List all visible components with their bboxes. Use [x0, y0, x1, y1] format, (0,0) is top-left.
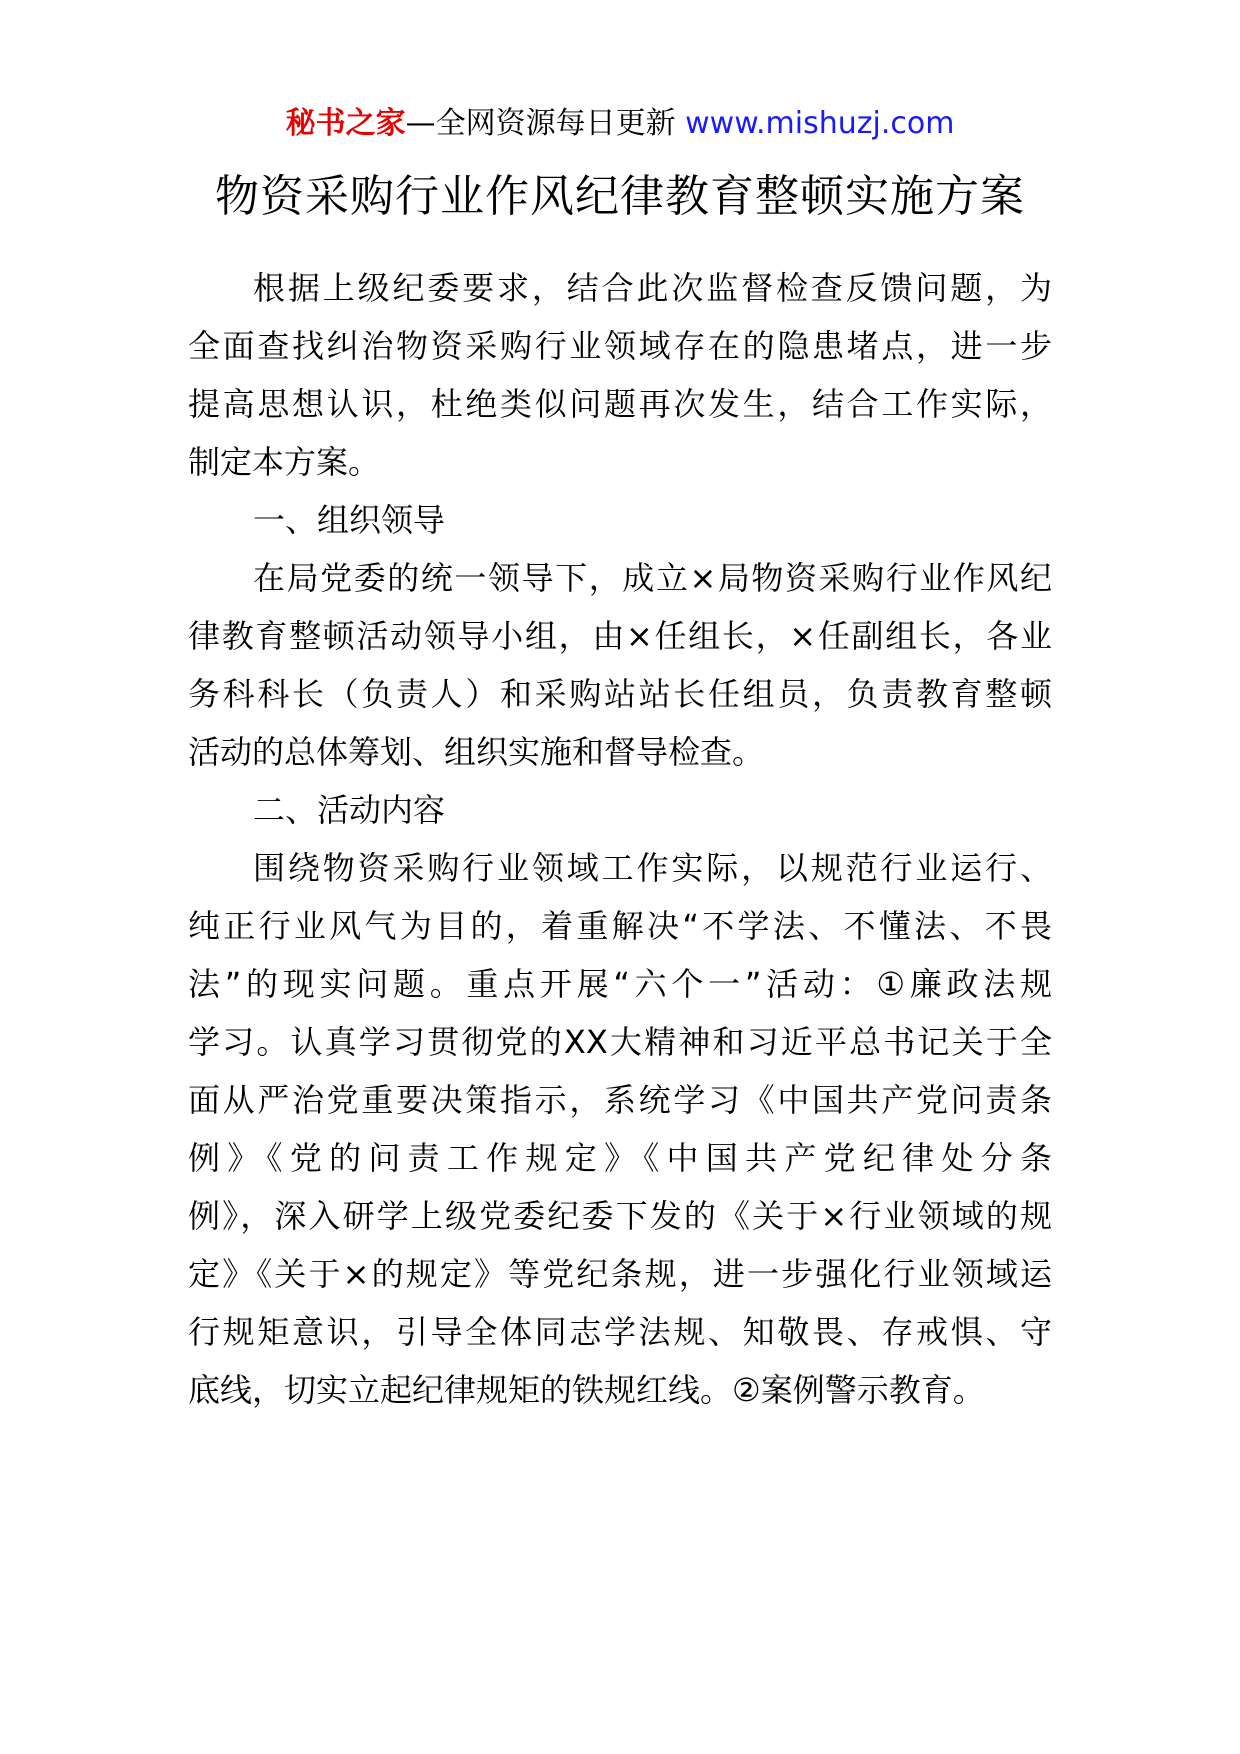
body-line-7: 律教育整顿活动领导小组，由×任组长，×任副组长，各业: [188, 617, 1052, 655]
site-slogan: —全网资源每日更新: [405, 106, 686, 141]
body-line-11: 围绕物资采购行业领域工作实际，以规范行业运行、: [253, 849, 1052, 887]
site-url[interactable]: www.mishuzj.com: [685, 106, 955, 141]
body-line-9: 活动的总体筹划、组织实施和督导检查。: [188, 733, 765, 771]
section-heading-2: 二、活动内容: [253, 791, 446, 829]
body-line-12: 纯正行业风气为目的，着重解决“不学法、不懂法、不畏: [188, 907, 1052, 945]
body-line-17: 例》，深入研学上级党委纪委下发的《关于×行业领域的规: [188, 1197, 1052, 1235]
section-heading-1: 一、组织领导: [253, 501, 446, 539]
body-line-20: 底线，切实立起纪律规矩的铁规红线。②案例警示教育。: [188, 1371, 985, 1409]
body-line-15: 面从严治党重要决策指示，系统学习《中国共产党问责条: [188, 1081, 1052, 1119]
body-line-8: 务科科长（负责人）和采购站站长任组员，负责教育整顿: [188, 675, 1052, 713]
body-line-6: 在局党委的统一领导下，成立×局物资采购行业作风纪: [253, 559, 1052, 597]
body-line-18: 定》《关于×的规定》等党纪条规，进一步强化行业领域运: [188, 1255, 1052, 1293]
body-line-19: 行规矩意识，引导全体同志学法规、知敬畏、存戒惧、守: [188, 1313, 1052, 1351]
site-header: [0, 104, 1240, 144]
body-line-14: 学习。认真学习贯彻党的XX大精神和习近平总书记关于全: [188, 1023, 1052, 1061]
site-brand: 秘书之家: [285, 106, 406, 141]
body-line-2: 全面查找纠治物资采购行业领域存在的隐患堵点，进一步: [188, 327, 1052, 365]
body-line-13: 法”的现实问题。重点开展“六个一”活动：①廉政法规: [188, 965, 1052, 1003]
body-line-16: 例》《党的问责工作规定》《中国共产党纪律处分条: [188, 1139, 1052, 1177]
document-title: 物资采购行业作风纪律教育整顿实施方案: [215, 171, 1025, 222]
body-line-3: 提高思想认识，杜绝类似问题再次发生，结合工作实际，: [188, 385, 1052, 423]
body-line-1: 根据上级纪委要求，结合此次监督检查反馈问题，为: [253, 269, 1052, 307]
body-line-4: 制定本方案。: [188, 443, 381, 481]
